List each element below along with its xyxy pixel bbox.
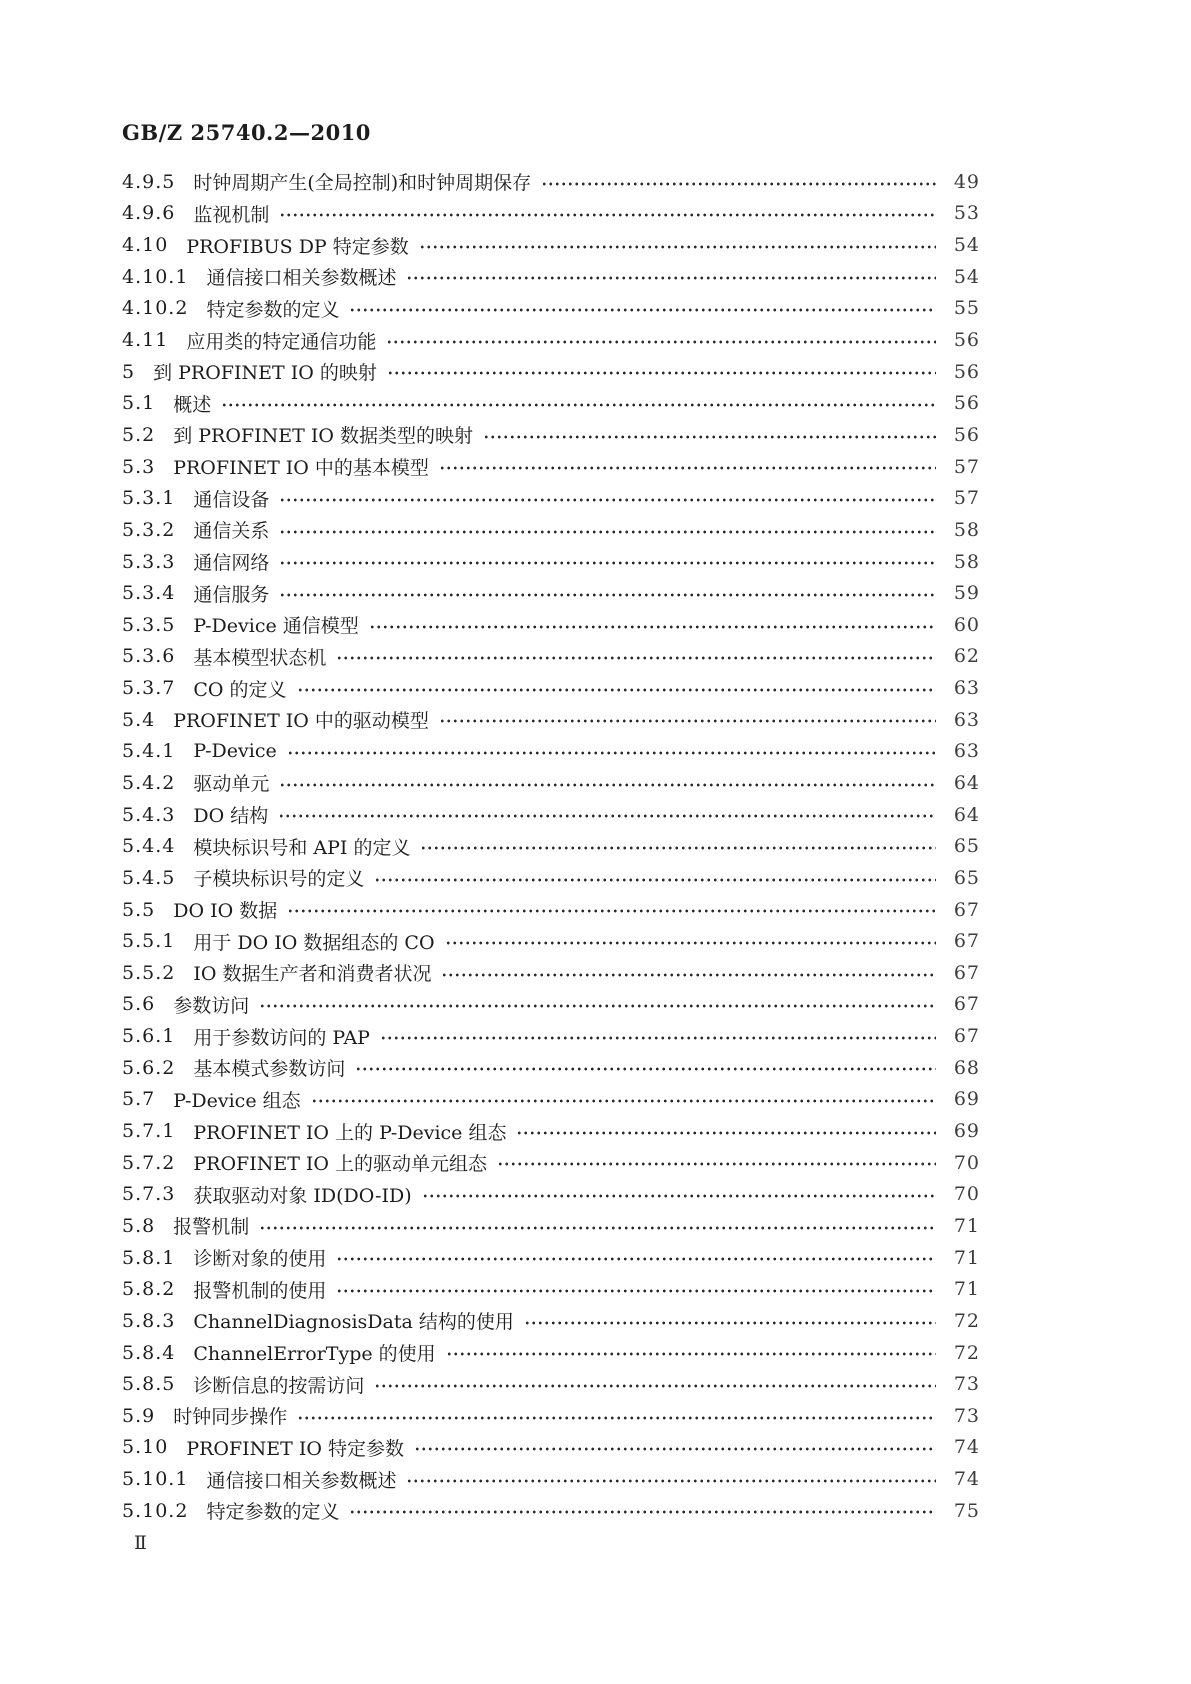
dot-leader — [417, 229, 936, 261]
toc-entry — [122, 356, 980, 388]
toc-entry-number: 5.8.4 — [122, 1341, 176, 1364]
dot-leader — [418, 830, 936, 862]
toc-entry-number: 5.8.1 — [122, 1246, 176, 1269]
toc-entry-title: 通信接口相关参数概述 — [206, 267, 397, 290]
footer-page-number: Ⅱ — [134, 1532, 147, 1554]
toc-entry-page: 58 — [953, 518, 980, 541]
toc-entry-title: P-Device — [193, 740, 277, 763]
toc-entry — [122, 261, 980, 293]
dot-leader — [522, 1305, 936, 1337]
toc-entry-title: 驱动单元 — [193, 773, 270, 796]
toc-list — [122, 166, 980, 1527]
toc-entry-page: 74 — [953, 1468, 980, 1491]
toc-entry-page: 75 — [953, 1499, 980, 1522]
toc-entry — [122, 419, 980, 451]
toc-entry-title: 应用类的特定通信功能 — [186, 330, 377, 353]
toc-entry-number: 5.5.1 — [122, 930, 176, 953]
toc-entry-page: 49 — [953, 170, 980, 193]
toc-entry-number: 5.4.1 — [122, 740, 176, 763]
toc-entry-number: 5.8 — [122, 1214, 156, 1237]
toc-entry-title: ChannelErrorType 的使用 — [193, 1343, 436, 1366]
toc-entry-page: 65 — [953, 835, 980, 858]
toc-entry-page: 69 — [953, 1088, 980, 1111]
toc-entry-number: 5.10.2 — [122, 1499, 189, 1522]
toc-entry — [122, 609, 980, 641]
dot-leader — [277, 767, 936, 799]
toc-entry-title: DO IO 数据 — [173, 900, 278, 923]
toc-entry-page: 56 — [953, 423, 980, 446]
toc-entry-number: 5.4.3 — [122, 803, 176, 826]
toc-entry-title: 用于 DO IO 数据组态的 CO — [193, 931, 435, 954]
toc-entry — [122, 957, 980, 989]
dot-leader — [334, 1242, 936, 1274]
toc-entry-number: 5.10.1 — [122, 1468, 189, 1491]
toc-entry-title: 特定参数的定义 — [206, 298, 340, 321]
dot-leader — [372, 1368, 936, 1400]
dot-leader — [495, 1147, 936, 1179]
toc-entry-number: 5.4.2 — [122, 771, 176, 794]
toc-entry — [122, 1084, 980, 1116]
toc-entry-number: 5.7.2 — [122, 1151, 176, 1174]
toc-entry-page: 63 — [953, 708, 980, 731]
toc-entry — [122, 1368, 980, 1400]
toc-entry-page: 63 — [953, 677, 980, 700]
toc-entry — [122, 198, 980, 230]
toc-entry — [122, 229, 980, 261]
toc-entry-page: 55 — [953, 297, 980, 320]
dot-leader — [539, 166, 936, 198]
toc-entry-title: P-Device 通信模型 — [193, 615, 359, 638]
toc-entry-page: 71 — [953, 1278, 980, 1301]
dot-leader — [439, 957, 936, 989]
toc-entry-page: 54 — [953, 265, 980, 288]
toc-entry-title: PROFINET IO 上的驱动单元组态 — [193, 1153, 488, 1176]
toc-entry-title: PROFINET IO 中的驱动模型 — [173, 710, 429, 733]
dot-leader — [514, 1115, 936, 1147]
toc-entry — [122, 324, 980, 356]
toc-entry — [122, 293, 980, 325]
dot-leader — [285, 894, 936, 926]
toc-entry-number: 5.6 — [122, 993, 156, 1016]
toc-entry-title: 通信网络 — [193, 552, 270, 574]
toc-entry-page: 62 — [953, 645, 980, 668]
dot-leader — [385, 356, 936, 388]
toc-entry-title: 时钟周期产生(全局控制)和时钟周期保存 — [193, 172, 532, 195]
toc-entry-page: 64 — [953, 771, 980, 794]
toc-entry-title: 通信接口相关参数概述 — [206, 1469, 397, 1492]
toc-entry-title: PROFIBUS DP 特定参数 — [186, 235, 409, 258]
toc-entry — [122, 546, 980, 578]
toc-entry-number: 5.8.5 — [122, 1373, 176, 1396]
toc-entry — [122, 1495, 980, 1527]
toc-entry — [122, 989, 980, 1021]
toc-entry-title: 基本模型状态机 — [193, 646, 327, 669]
document-standard-number: GB/Z 25740.2—2010 — [122, 120, 371, 145]
toc-entry-number: 5.3.5 — [122, 613, 176, 636]
dot-leader — [372, 862, 936, 894]
toc-entry — [122, 1052, 980, 1084]
toc-entry-number: 5.3.4 — [122, 582, 176, 605]
toc-entry-number: 4.9.6 — [122, 202, 176, 225]
toc-entry-page: 63 — [953, 740, 980, 763]
toc-entry — [122, 767, 980, 799]
dot-leader — [437, 451, 936, 483]
toc-entry — [122, 704, 980, 736]
toc-entry-page: 70 — [953, 1183, 980, 1206]
toc-entry-page: 60 — [953, 613, 980, 636]
toc-entry-title: 到 PROFINET IO 数据类型的映射 — [173, 425, 473, 448]
dot-leader — [437, 704, 936, 736]
toc-entry-page: 67 — [953, 993, 980, 1016]
toc-entry-page: 69 — [953, 1120, 980, 1143]
toc-entry-title: 通信关系 — [193, 520, 270, 543]
toc-entry-page: 72 — [953, 1341, 980, 1364]
toc-entry-number: 4.10 — [122, 234, 169, 257]
dot-leader — [347, 1495, 936, 1527]
dot-leader — [420, 1179, 936, 1211]
dot-leader — [277, 546, 936, 578]
toc-entry-title: 用于参数访问的 PAP — [193, 1026, 370, 1049]
dot-leader — [378, 1020, 936, 1052]
dot-leader — [367, 609, 936, 641]
toc-entry-page: 73 — [953, 1404, 980, 1427]
toc-entry-number: 5.4 — [122, 708, 156, 731]
toc-entry-number: 5.2 — [122, 423, 156, 446]
toc-entry-title: 诊断对象的使用 — [193, 1248, 327, 1271]
toc-entry-title: P-Device 组态 — [173, 1089, 301, 1112]
toc-entry-number: 5.8.2 — [122, 1278, 176, 1301]
toc-entry-page: 71 — [953, 1214, 980, 1237]
toc-entry-title: 模块标识号和 API 的定义 — [193, 836, 411, 859]
toc-entry — [122, 1179, 980, 1211]
dot-leader — [277, 198, 936, 230]
toc-entry — [122, 894, 980, 926]
dot-leader — [285, 736, 936, 768]
toc-entry — [122, 1273, 980, 1305]
toc-entry-title: 报警机制的使用 — [193, 1279, 327, 1302]
dot-leader — [347, 293, 936, 325]
toc-entry-title: 子模块标识号的定义 — [193, 868, 365, 891]
toc-entry-title: PROFINET IO 特定参数 — [186, 1437, 404, 1460]
toc-entry-title: 概述 — [173, 393, 212, 416]
toc-entry-title: 特定参数的定义 — [206, 1501, 340, 1524]
toc-entry-number: 5.7.1 — [122, 1120, 176, 1143]
toc-entry-page: 56 — [953, 329, 980, 352]
dot-leader — [277, 514, 936, 546]
toc-entry-title: DO 结构 — [193, 805, 269, 828]
toc-entry-page: 58 — [953, 550, 980, 573]
toc-entry-number: 5.3.3 — [122, 550, 176, 573]
toc-entry — [122, 799, 980, 831]
toc-entry-page: 64 — [953, 803, 980, 826]
toc-entry-number: 5.5 — [122, 898, 156, 921]
toc-entry — [122, 514, 980, 546]
toc-entry-page: 56 — [953, 360, 980, 383]
toc-entry-page: 72 — [953, 1309, 980, 1332]
toc-entry-page: 65 — [953, 866, 980, 889]
toc-entry-number: 4.10.1 — [122, 265, 189, 288]
toc-entry-title: 获取驱动对象 ID(DO-ID) — [193, 1184, 412, 1207]
toc-entry-page: 67 — [953, 961, 980, 984]
dot-leader — [219, 387, 936, 419]
dot-leader — [384, 324, 936, 356]
toc-entry-page: 67 — [953, 898, 980, 921]
toc-entry — [122, 577, 980, 609]
dot-leader — [443, 925, 936, 957]
toc-entry-number: 5.3.6 — [122, 645, 176, 668]
toc-entry-number: 4.10.2 — [122, 297, 189, 320]
toc-entry-title: IO 数据生产者和消费者状况 — [193, 963, 432, 986]
dot-leader — [309, 1084, 936, 1116]
toc-entry-title: 参数访问 — [173, 994, 250, 1017]
toc-entry-number: 5.8.3 — [122, 1309, 176, 1332]
toc-entry — [122, 451, 980, 483]
toc-entry-page: 71 — [953, 1246, 980, 1269]
toc-entry-title: PROFINET IO 上的 P-Device 组态 — [193, 1121, 507, 1144]
toc-entry-title: ChannelDiagnosisData 结构的使用 — [193, 1311, 514, 1334]
toc-entry-number: 5 — [122, 360, 136, 383]
toc-entry — [122, 1432, 980, 1464]
dot-leader — [412, 1432, 936, 1464]
toc-entry — [122, 1210, 980, 1242]
toc-entry-title: 基本模式参数访问 — [193, 1058, 346, 1081]
dot-leader — [295, 672, 936, 704]
toc-entry-number: 5.3.1 — [122, 487, 176, 510]
dot-leader — [257, 989, 936, 1021]
toc-entry-title: CO 的定义 — [193, 678, 287, 701]
toc-entry-page: 73 — [953, 1373, 980, 1396]
toc-entry-number: 5.3.7 — [122, 677, 176, 700]
dot-leader — [257, 1210, 936, 1242]
toc-entry-title: 报警机制 — [173, 1216, 250, 1239]
toc-entry — [122, 862, 980, 894]
toc-entry — [122, 1463, 980, 1495]
dot-leader — [277, 482, 936, 514]
toc-entry — [122, 1115, 980, 1147]
dot-leader — [334, 1273, 936, 1305]
toc-entry-number: 5.7 — [122, 1088, 156, 1111]
toc-entry-page: 53 — [953, 202, 980, 225]
toc-entry-title: 时钟同步操作 — [173, 1406, 288, 1429]
toc-entry-number: 5.3.2 — [122, 518, 176, 541]
toc-entry-page: 67 — [953, 930, 980, 953]
toc-entry-number: 5.3 — [122, 455, 156, 478]
toc-entry — [122, 1147, 980, 1179]
toc-entry — [122, 1020, 980, 1052]
toc-entry-page: 54 — [953, 234, 980, 257]
dot-leader — [404, 261, 936, 293]
toc-entry-page: 70 — [953, 1151, 980, 1174]
toc-entry-number: 4.9.5 — [122, 170, 176, 193]
toc-entry-title: PROFINET IO 中的基本模型 — [173, 457, 429, 480]
toc-entry-page: 67 — [953, 1025, 980, 1048]
dot-leader — [276, 799, 936, 831]
toc-entry — [122, 387, 980, 419]
toc-entry-title: 到 PROFINET IO 的映射 — [153, 362, 377, 385]
toc-entry-number: 5.10 — [122, 1436, 169, 1459]
toc-entry — [122, 736, 980, 768]
toc-entry-page: 74 — [953, 1436, 980, 1459]
toc-entry-page: 56 — [953, 392, 980, 415]
dot-leader — [295, 1400, 936, 1432]
toc-entry-number: 5.6.2 — [122, 1056, 176, 1079]
toc-entry — [122, 1242, 980, 1274]
toc-entry-number: 5.9 — [122, 1404, 156, 1427]
toc-entry — [122, 925, 980, 957]
toc-entry-number: 5.4.4 — [122, 835, 176, 858]
dot-leader — [444, 1337, 936, 1369]
dot-leader — [277, 577, 936, 609]
toc-entry-page: 57 — [953, 455, 980, 478]
toc-entry-title: 诊断信息的按需访问 — [193, 1374, 365, 1397]
dot-leader — [334, 641, 936, 673]
toc-entry-title: 监视机制 — [193, 203, 270, 226]
toc-entry — [122, 482, 980, 514]
toc-entry-number: 5.7.3 — [122, 1183, 176, 1206]
toc-entry-number: 5.4.5 — [122, 866, 176, 889]
dot-leader — [481, 419, 936, 451]
toc-entry-page: 59 — [953, 582, 980, 605]
toc-entry — [122, 1305, 980, 1337]
toc-entry-number: 5.6.1 — [122, 1025, 176, 1048]
toc-entry-number: 5.1 — [122, 392, 156, 415]
toc-entry — [122, 641, 980, 673]
toc-entry — [122, 166, 980, 198]
toc-entry-number: 4.11 — [122, 329, 169, 352]
dot-leader — [353, 1052, 936, 1084]
toc-entry — [122, 672, 980, 704]
toc-entry-title: 通信服务 — [193, 583, 270, 606]
toc-entry-page: 68 — [953, 1056, 980, 1079]
toc-entry-page: 57 — [953, 487, 980, 510]
toc-entry-title: 通信设备 — [193, 488, 270, 511]
toc-entry — [122, 1400, 980, 1432]
toc-entry — [122, 1337, 980, 1369]
toc-entry-number: 5.5.2 — [122, 961, 176, 984]
toc-entry — [122, 830, 980, 862]
dot-leader — [404, 1463, 936, 1495]
